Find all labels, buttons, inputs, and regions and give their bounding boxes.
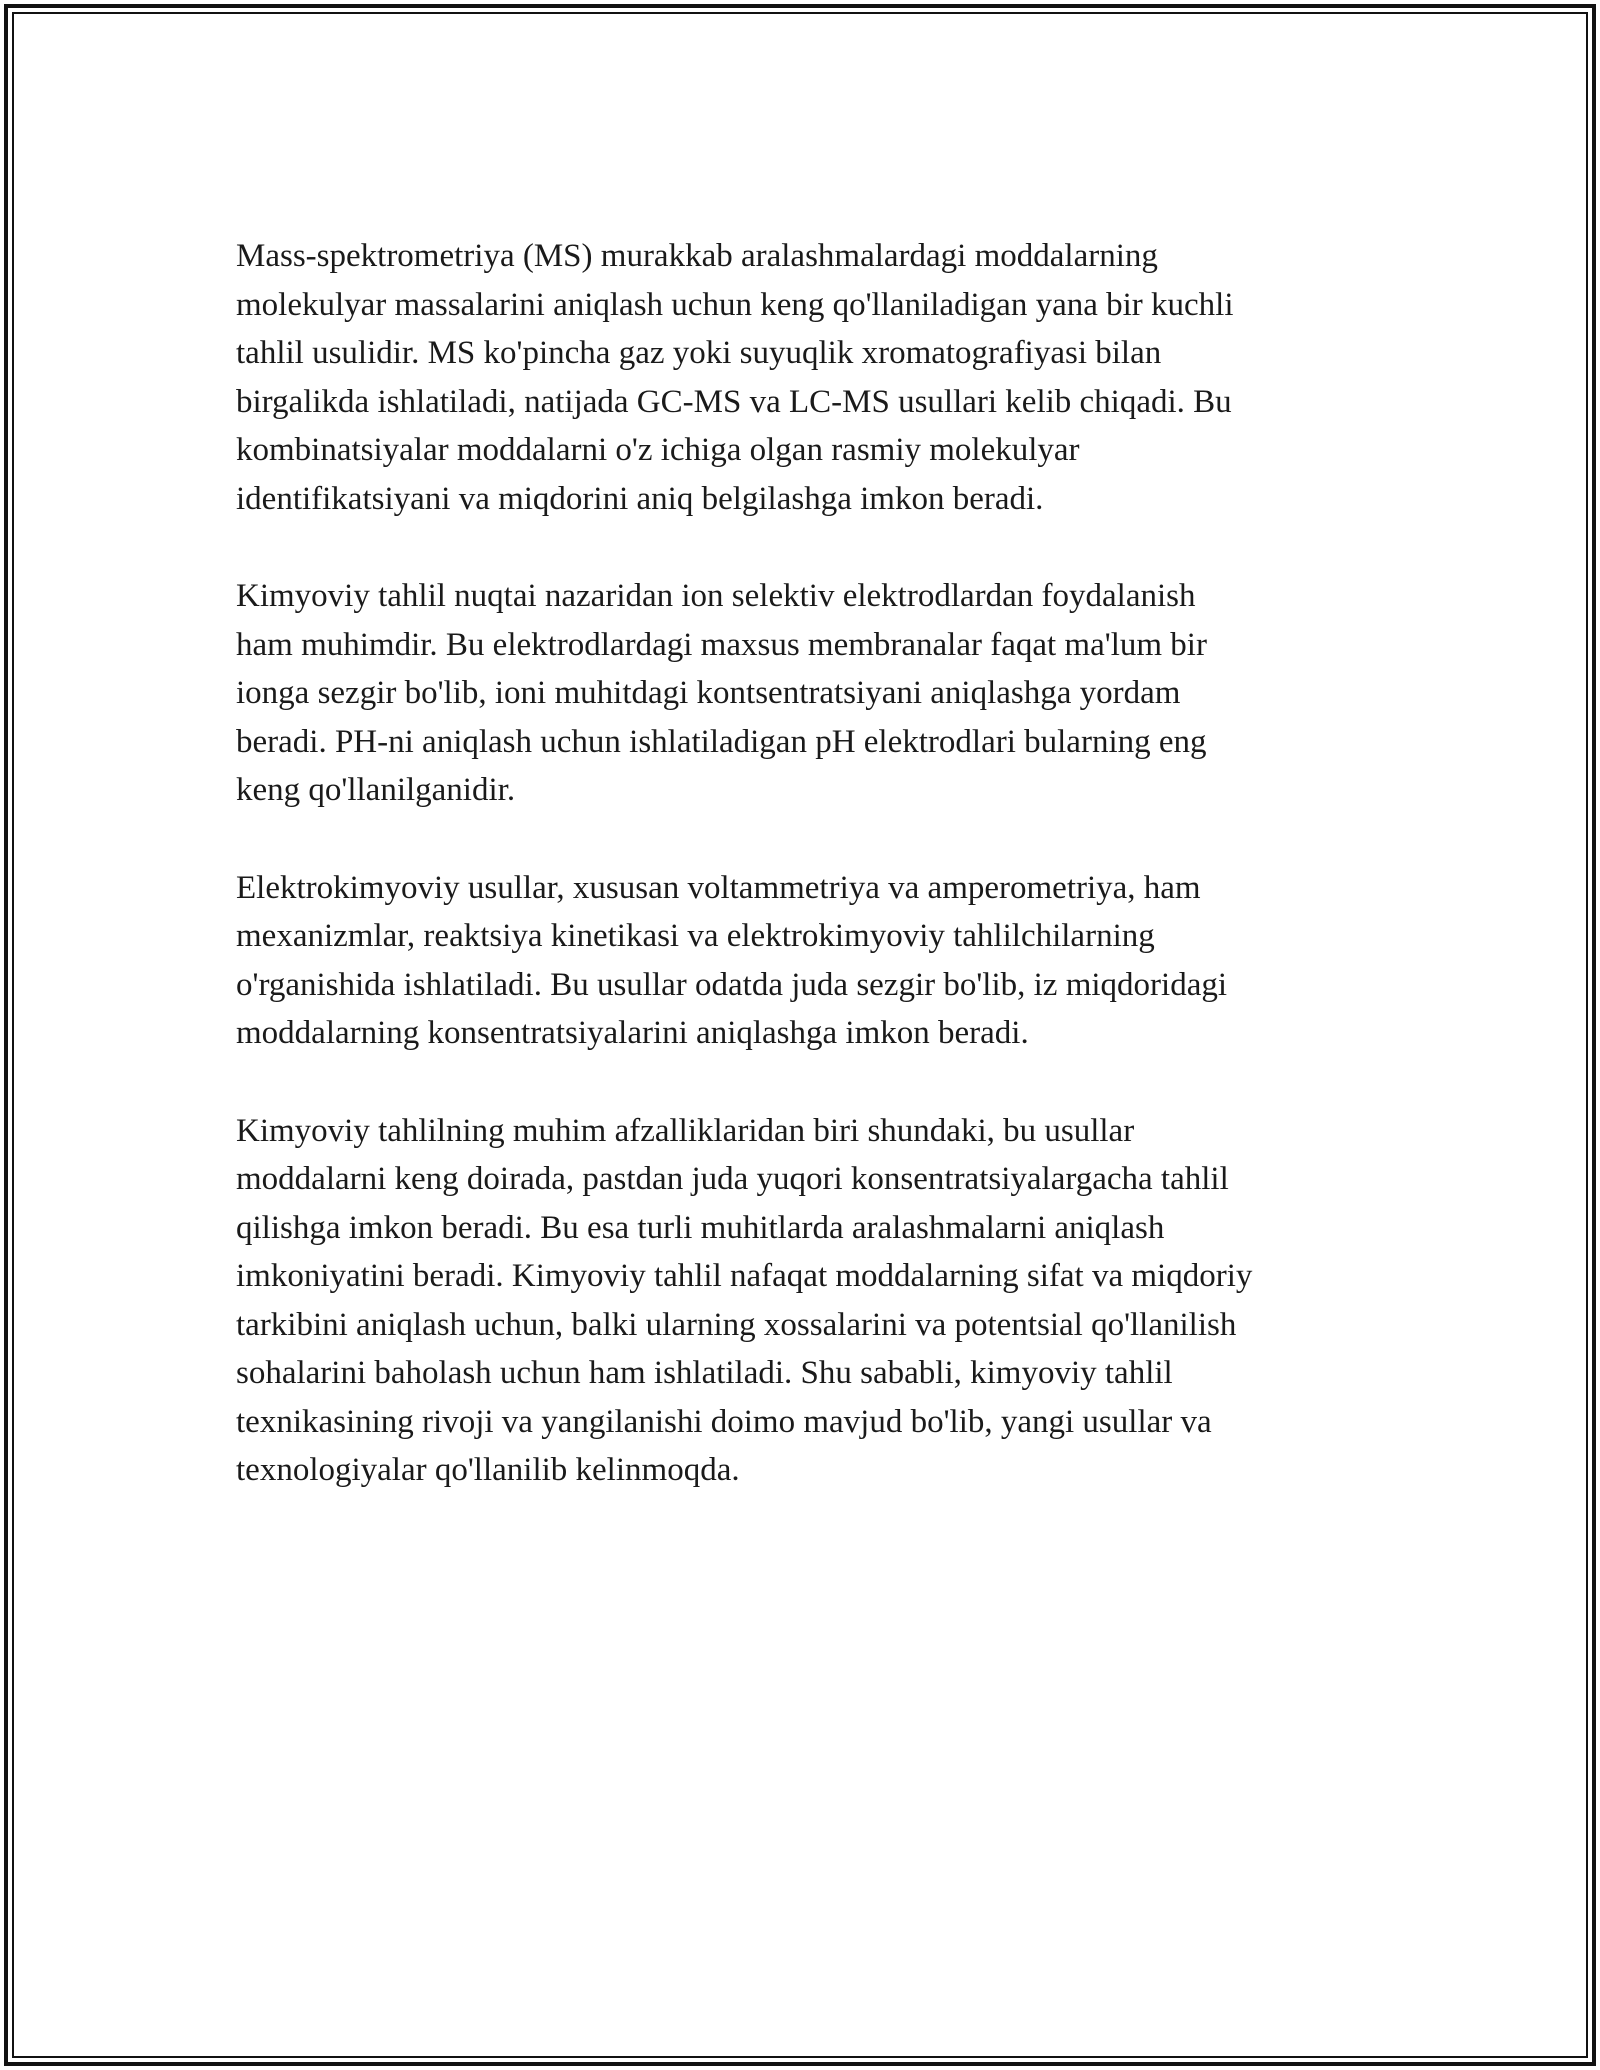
text-line: texnikasining rivoji va yangilanishi doimo mavjud bo'lib, yangi usullar va xyxy=(236,1403,1212,1440)
paragraph-ms xyxy=(236,232,1386,523)
text-line: ham muhimdir. Bu elektrodlardagi maxsus membranalar faqat ma'lum bir xyxy=(236,626,1207,663)
paragraph-electrochemical xyxy=(236,864,1386,1058)
text-line: birgalikda ishlatiladi, natijada GC-MS va LC-MS usullari kelib chiqadi. Bu xyxy=(236,383,1232,420)
text-line: kombinatsiyalar moddalarni o'z ichiga olgan rasmiy molekulyar xyxy=(236,432,1080,468)
text-line: imkoniyatini beradi. Kimyoviy tahlil nafaqat moddalarning sifat va miqdoriy xyxy=(236,1258,1253,1294)
paragraph-advantages xyxy=(236,1107,1386,1495)
text-line: Kimyoviy tahlil nuqtai nazaridan ion selektiv elektrodlardan foydalanish xyxy=(236,578,1196,614)
text-line: qilishga imkon beradi. Bu esa turli muhitlarda aralashmalarni aniqlash xyxy=(236,1209,1165,1246)
text-line: keng qo'llanilganidir. xyxy=(236,772,516,808)
text-line: Mass-spektrometriya (MS) murakkab aralashmalardagi moddalarning xyxy=(236,238,1158,274)
text-line: Kimyoviy tahlilning muhim afzalliklaridan biri shundaki, bu usullar xyxy=(236,1112,1135,1149)
text-line: identifikatsiyani va miqdorini aniq belgilashga imkon beradi. xyxy=(236,480,1044,517)
document-body xyxy=(236,232,1386,1544)
text-line: Elektrokimyoviy usullar, xususan voltammetriya va amperometriya, ham xyxy=(236,869,1201,906)
text-line: sohalarini baholash uchun ham ishlatiladi. Shu sababli, kimyoviy tahlil xyxy=(236,1355,1173,1391)
text-line: moddalarni keng doirada, pastdan juda yuqori konsentratsiyalargacha tahlil xyxy=(236,1161,1229,1197)
text-line: mexanizmlar, reaktsiya kinetikasi va elektrokimyoviy tahlilchilarning xyxy=(236,918,1155,954)
text-line: tarkibini aniqlash uchun, balki ularning xossalarini va potentsial qo'llanilish xyxy=(236,1306,1237,1343)
paragraph-ion-selective xyxy=(236,572,1386,815)
text-line: beradi. PH-ni aniqlash uchun ishlatiladigan pH elektrodlari bularning eng xyxy=(236,723,1207,760)
text-line: moddalarning konsentratsiyalarini aniqlashga imkon beradi. xyxy=(236,1015,1029,1051)
text-line: texnologiyalar qo'llanilib kelinmoqda. xyxy=(236,1452,740,1488)
text-line: molekulyar massalarini aniqlash uchun keng qo'llaniladigan yana bir kuchli xyxy=(236,286,1234,323)
text-line: o'rganishida ishlatiladi. Bu usullar odatda juda sezgir bo'lib, iz miqdoridagi xyxy=(236,966,1228,1003)
text-line: ionga sezgir bo'lib, ioni muhitdagi kontsentratsiyani aniqlashga yordam xyxy=(236,675,1181,711)
text-line: tahlil usulidir. MS ko'pincha gaz yoki suyuqlik xromatografiyasi bilan xyxy=(236,335,1162,371)
